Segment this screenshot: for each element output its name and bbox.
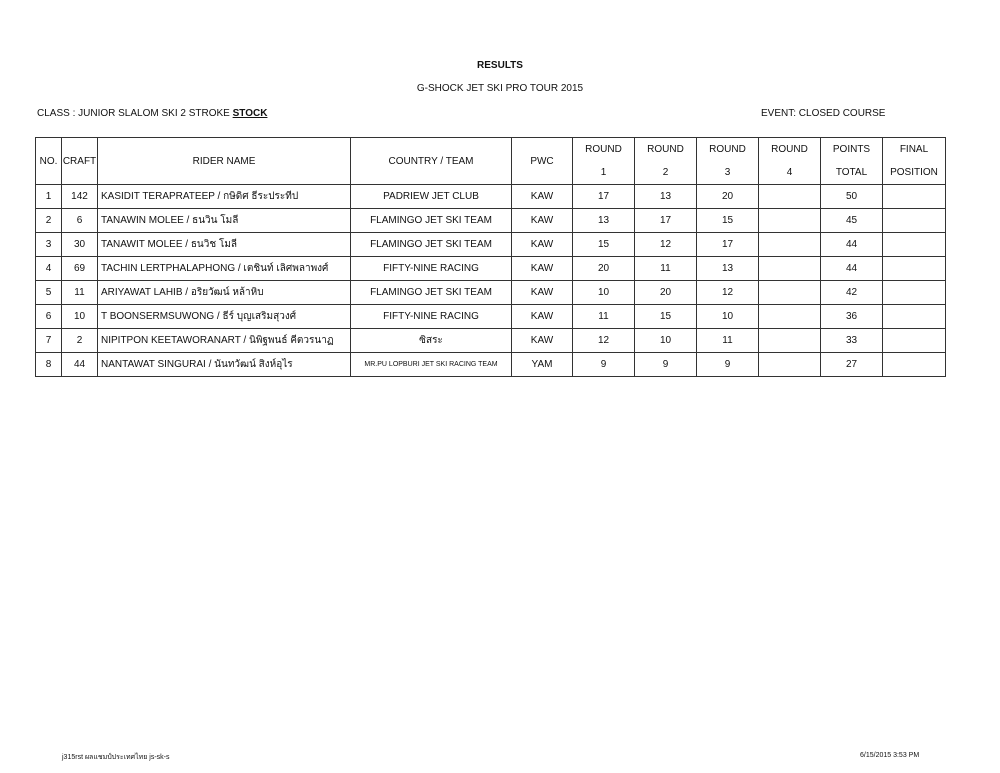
cell-round-1: 13: [573, 209, 635, 233]
cell-round-1: 15: [573, 233, 635, 257]
cell-no: 7: [36, 329, 62, 353]
cell-total: 44: [821, 257, 883, 281]
table-row: [36, 257, 946, 281]
page-title: RESULTS: [477, 60, 523, 71]
class-text: CLASS : JUNIOR SLALOM SKI 2 STROKE: [37, 108, 233, 119]
cell-rider: NIPITPON KEETAWORANART / นิพิฐพนธ์ คีตวรนาฏ: [98, 329, 351, 353]
header-final: FINAL: [883, 138, 946, 162]
header-round-2: ROUND: [635, 138, 697, 162]
cell-team: ซิสระ: [351, 329, 512, 353]
header-pwc: PWC: [512, 138, 573, 185]
cell-rider: KASIDIT TERAPRATEEP / กษิดิศ ธีระประทีป: [98, 185, 351, 209]
cell-round-3: 17: [697, 233, 759, 257]
cell-pwc: YAM: [512, 353, 573, 377]
cell-round-3: 15: [697, 209, 759, 233]
cell-team: FIFTY-NINE RACING: [351, 305, 512, 329]
cell-round-2: 11: [635, 257, 697, 281]
cell-final-position: [883, 281, 946, 305]
cell-team: MR.PU LOPBURI JET SKI RACING TEAM: [351, 353, 512, 377]
cell-no: 1: [36, 185, 62, 209]
cell-craft: 6: [62, 209, 98, 233]
cell-pwc: KAW: [512, 257, 573, 281]
table-row: [36, 353, 946, 377]
cell-final-position: [883, 185, 946, 209]
cell-round-2: 9: [635, 353, 697, 377]
cell-final-position: [883, 353, 946, 377]
cell-total: 27: [821, 353, 883, 377]
cell-round-4: [759, 329, 821, 353]
cell-craft: 44: [62, 353, 98, 377]
cell-round-4: [759, 257, 821, 281]
cell-no: 2: [36, 209, 62, 233]
cell-pwc: KAW: [512, 281, 573, 305]
cell-round-4: [759, 305, 821, 329]
cell-final-position: [883, 329, 946, 353]
header-round-1: ROUND: [573, 138, 635, 162]
cell-round-4: [759, 353, 821, 377]
cell-no: 4: [36, 257, 62, 281]
cell-final-position: [883, 233, 946, 257]
header-rider-name: RIDER NAME: [98, 138, 351, 185]
header-round-1-number: 1: [573, 161, 635, 185]
cell-round-1: 17: [573, 185, 635, 209]
cell-craft: 10: [62, 305, 98, 329]
cell-total: 33: [821, 329, 883, 353]
page-subtitle: G-SHOCK JET SKI PRO TOUR 2015: [416, 83, 584, 94]
cell-pwc: KAW: [512, 233, 573, 257]
table-row: [36, 329, 946, 353]
header-round-3-number: 3: [697, 161, 759, 185]
cell-team: PADRIEW JET CLUB: [351, 185, 512, 209]
table-row: [36, 185, 946, 209]
cell-final-position: [883, 305, 946, 329]
cell-rider: T BOONSERMSUWONG / ธีร์ บุญเสริมสุวงศ์: [98, 305, 351, 329]
cell-round-2: 20: [635, 281, 697, 305]
header-round-4: ROUND: [759, 138, 821, 162]
event-label: EVENT: CLOSED COURSE: [761, 108, 886, 119]
table-row: [36, 233, 946, 257]
cell-rider: NANTAWAT SINGURAI / นันทวัฒน์ สิงห์อุไร: [98, 353, 351, 377]
cell-pwc: KAW: [512, 329, 573, 353]
cell-team: FLAMINGO JET SKI TEAM: [351, 209, 512, 233]
header-row: [36, 138, 946, 162]
cell-craft: 142: [62, 185, 98, 209]
cell-round-2: 15: [635, 305, 697, 329]
cell-no: 6: [36, 305, 62, 329]
cell-no: 3: [36, 233, 62, 257]
cell-round-1: 10: [573, 281, 635, 305]
cell-round-2: 17: [635, 209, 697, 233]
cell-team: FLAMINGO JET SKI TEAM: [351, 233, 512, 257]
class-label: [37, 108, 267, 119]
header-points: POINTS: [821, 138, 883, 162]
header-round-4-number: 4: [759, 161, 821, 185]
cell-round-3: 12: [697, 281, 759, 305]
cell-round-3: 10: [697, 305, 759, 329]
cell-total: 44: [821, 233, 883, 257]
cell-rider: ARIYAWAT LAHIB / อริยวัฒน์ หล้าหิบ: [98, 281, 351, 305]
footer-timestamp: 6/15/2015 3:53 PM: [860, 752, 920, 759]
cell-team: FLAMINGO JET SKI TEAM: [351, 281, 512, 305]
cell-round-4: [759, 185, 821, 209]
cell-total: 42: [821, 281, 883, 305]
table-row: [36, 209, 946, 233]
cell-total: 36: [821, 305, 883, 329]
header-no: NO.: [36, 138, 62, 185]
cell-round-4: [759, 209, 821, 233]
table-row: [36, 305, 946, 329]
cell-round-4: [759, 233, 821, 257]
cell-round-1: 9: [573, 353, 635, 377]
cell-pwc: KAW: [512, 305, 573, 329]
cell-round-3: 20: [697, 185, 759, 209]
cell-total: 45: [821, 209, 883, 233]
cell-round-1: 20: [573, 257, 635, 281]
results-table: [35, 137, 946, 377]
cell-rider: TACHIN LERTPHALAPHONG / เตชินท์ เลิศพลาพงศ์: [98, 257, 351, 281]
header-round-2-number: 2: [635, 161, 697, 185]
cell-round-4: [759, 281, 821, 305]
cell-craft: 2: [62, 329, 98, 353]
header-total: TOTAL: [821, 161, 883, 185]
cell-team: FIFTY-NINE RACING: [351, 257, 512, 281]
cell-round-3: 9: [697, 353, 759, 377]
cell-round-2: 12: [635, 233, 697, 257]
cell-round-1: 12: [573, 329, 635, 353]
cell-craft: 30: [62, 233, 98, 257]
cell-final-position: [883, 257, 946, 281]
cell-pwc: KAW: [512, 209, 573, 233]
cell-rider: TANAWIT MOLEE / ธนวิช โมลี: [98, 233, 351, 257]
cell-final-position: [883, 209, 946, 233]
cell-no: 8: [36, 353, 62, 377]
cell-round-1: 11: [573, 305, 635, 329]
cell-craft: 11: [62, 281, 98, 305]
cell-craft: 69: [62, 257, 98, 281]
cell-round-3: 11: [697, 329, 759, 353]
cell-rider: TANAWIN MOLEE / ธนวิน โมลี: [98, 209, 351, 233]
cell-pwc: KAW: [512, 185, 573, 209]
class-stock: STOCK: [232, 108, 268, 119]
cell-no: 5: [36, 281, 62, 305]
table-row: [36, 281, 946, 305]
footer-left: j315rst ผลแชมป์ประเทศไทย js-sk-s: [62, 754, 170, 761]
header-position: POSITION: [883, 161, 946, 185]
header-country-team: COUNTRY / TEAM: [351, 138, 512, 185]
header-round-3: ROUND: [697, 138, 759, 162]
cell-round-2: 13: [635, 185, 697, 209]
cell-round-3: 13: [697, 257, 759, 281]
header-craft: CRAFT: [62, 138, 98, 185]
cell-total: 50: [821, 185, 883, 209]
cell-round-2: 10: [635, 329, 697, 353]
